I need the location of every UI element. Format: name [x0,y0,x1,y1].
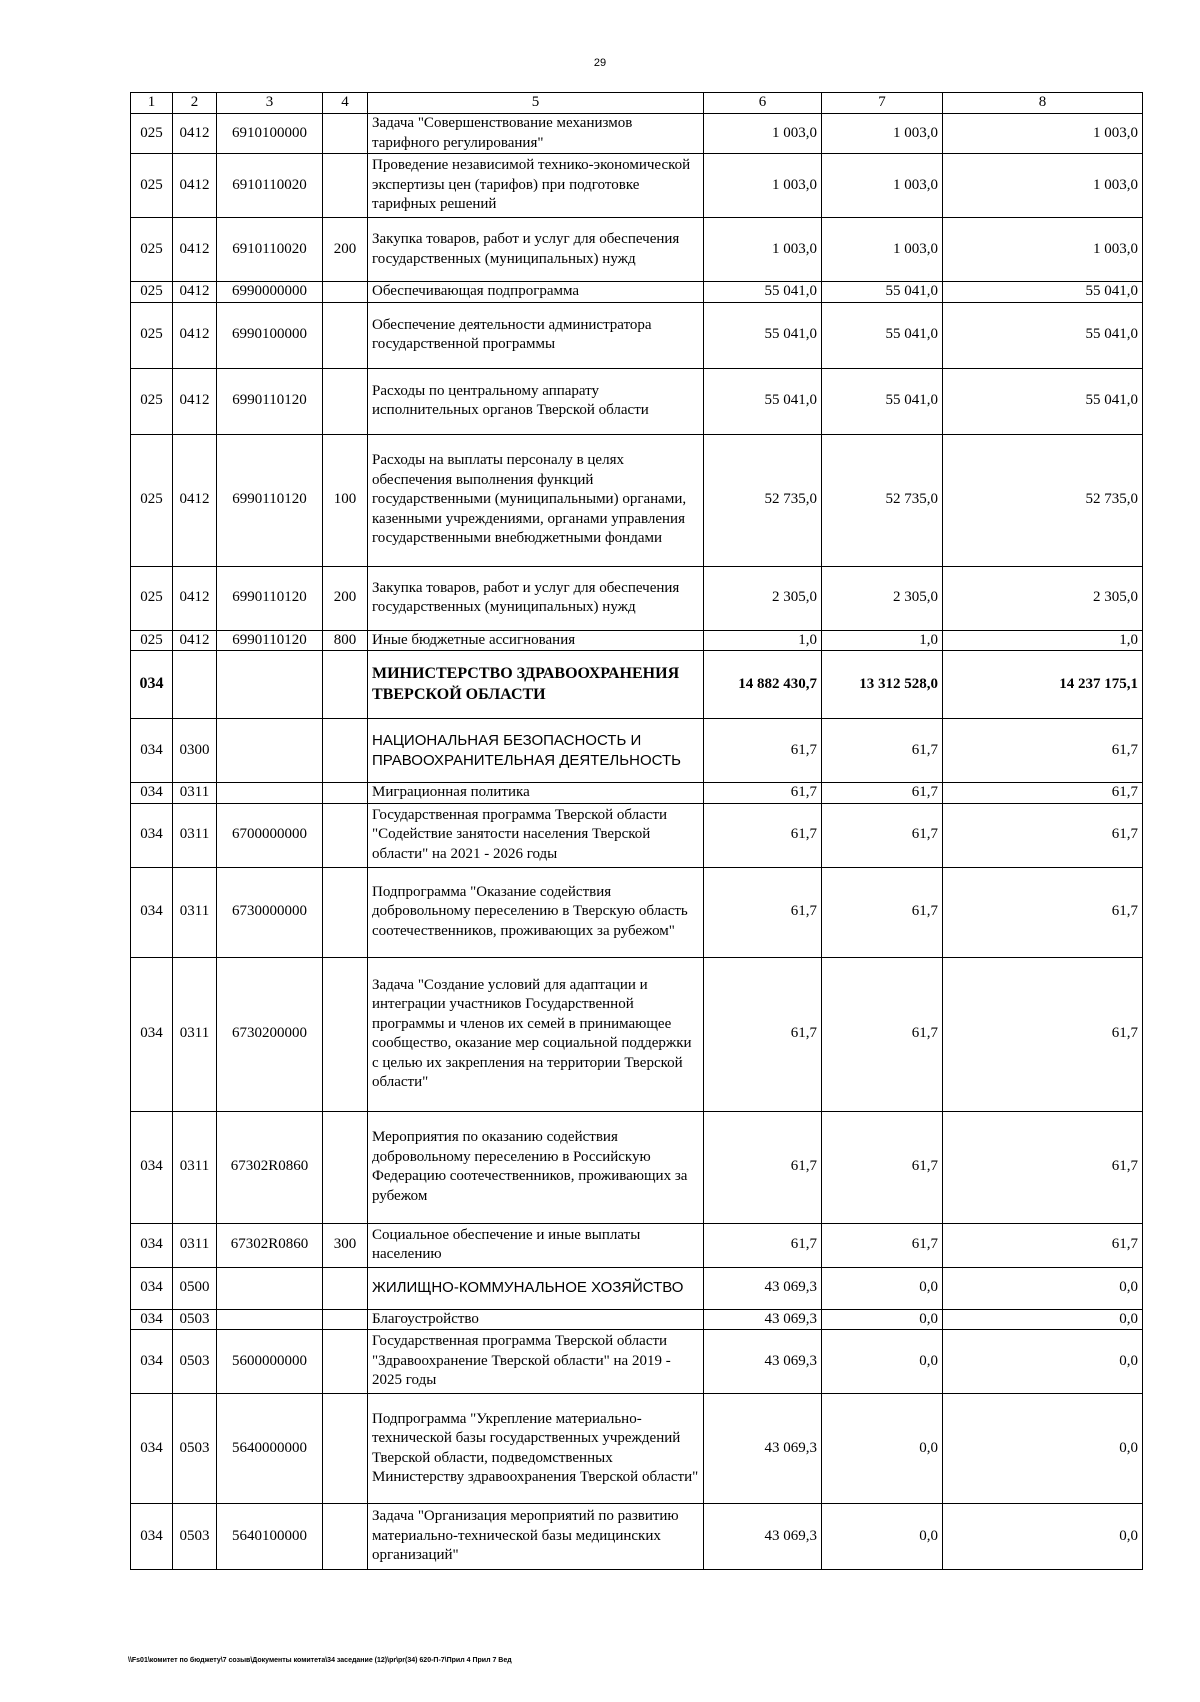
amount-year-2-cell: 1 003,0 [822,218,943,282]
expense-type-cell: 200 [323,566,368,630]
amount-year-1-cell: 61,7 [704,867,822,957]
admin-code-cell: 034 [131,719,173,783]
admin-code-cell: 025 [131,114,173,154]
amount-year-2-cell: 0,0 [822,1504,943,1570]
section-code-cell: 0300 [173,719,217,783]
target-article-cell: 6910110020 [217,218,323,282]
description-cell: Задача "Организация мероприятий по развитию материально-технической базы медицинских организаций" [368,1504,704,1570]
target-article-cell: 5600000000 [217,1330,323,1394]
table-row [131,566,1143,630]
admin-code-cell: 034 [131,957,173,1111]
table-row [131,302,1143,368]
description-cell: Подпрограмма "Укрепление материально-технической базы государственных учреждений Тверской области, подведомственных Министерству здравоохранения Тверской области" [368,1394,704,1504]
section-code-cell: 0503 [173,1394,217,1504]
admin-code-cell: 034 [131,1309,173,1330]
table-row [131,1394,1143,1504]
admin-code-cell: 034 [131,651,173,719]
section-code-cell: 0503 [173,1504,217,1570]
expense-type-cell [323,1111,368,1223]
admin-code-cell: 025 [131,368,173,434]
file-path-footer: \\Fs01\комитет по бюджету\7 созыв\Документы комитета\34 заседание (12)\pr\pr(34) 620-П-7\Прил 4 Прил 7 Вед [128,1657,512,1664]
header-cell-1: 1 [131,93,173,114]
amount-year-3-cell: 1,0 [943,630,1143,651]
table-row [131,114,1143,154]
admin-code-cell: 034 [131,1267,173,1309]
description-cell: Задача "Создание условий для адаптации и интеграции участников Государственной программы и членов их семей в принимающее сообщество, оказание мер социальной поддержки с целью их закрепления на территории Тверской области" [368,957,704,1111]
expense-type-cell [323,1309,368,1330]
description-cell: Обеспечивающая подпрограмма [368,282,704,303]
section-code-cell: 0412 [173,154,217,218]
expense-type-cell [323,1394,368,1504]
target-article-cell [217,1309,323,1330]
amount-year-1-cell: 43 069,3 [704,1330,822,1394]
amount-year-1-cell: 61,7 [704,1111,822,1223]
section-code-cell: 0311 [173,957,217,1111]
amount-year-3-cell: 61,7 [943,957,1143,1111]
target-article-cell: 6700000000 [217,803,323,867]
amount-year-3-cell: 0,0 [943,1267,1143,1309]
admin-code-cell: 034 [131,783,173,804]
amount-year-3-cell: 55 041,0 [943,302,1143,368]
section-code-cell: 0503 [173,1330,217,1394]
table-row [131,783,1143,804]
header-cell-4: 4 [323,93,368,114]
amount-year-3-cell: 14 237 175,1 [943,651,1143,719]
expense-type-cell [323,1267,368,1309]
description-cell: Миграционная политика [368,783,704,804]
amount-year-3-cell: 52 735,0 [943,434,1143,566]
admin-code-cell: 034 [131,1394,173,1504]
admin-code-cell: 034 [131,1330,173,1394]
page-number: 29 [593,57,607,69]
admin-code-cell: 034 [131,803,173,867]
admin-code-cell: 034 [131,1223,173,1267]
target-article-cell [217,719,323,783]
expense-type-cell [323,867,368,957]
table-row [131,630,1143,651]
amount-year-2-cell: 0,0 [822,1309,943,1330]
admin-code-cell: 025 [131,282,173,303]
section-code-cell: 0311 [173,1111,217,1223]
table-row [131,803,1143,867]
header-cell-8: 8 [943,93,1143,114]
amount-year-2-cell: 55 041,0 [822,302,943,368]
amount-year-2-cell: 61,7 [822,1111,943,1223]
target-article-cell: 5640000000 [217,1394,323,1504]
section-code-cell: 0412 [173,566,217,630]
amount-year-3-cell: 61,7 [943,867,1143,957]
table-row [131,368,1143,434]
table-header-row [131,93,1143,114]
header-cell-2: 2 [173,93,217,114]
amount-year-1-cell: 61,7 [704,783,822,804]
expense-type-cell [323,282,368,303]
section-code-cell: 0412 [173,630,217,651]
table-row [131,1267,1143,1309]
amount-year-2-cell: 2 305,0 [822,566,943,630]
header-cell-6: 6 [704,93,822,114]
expense-type-cell [323,719,368,783]
amount-year-2-cell: 1 003,0 [822,114,943,154]
amount-year-1-cell: 14 882 430,7 [704,651,822,719]
amount-year-1-cell: 55 041,0 [704,282,822,303]
target-article-cell: 6990110120 [217,630,323,651]
amount-year-1-cell: 61,7 [704,1223,822,1267]
header-cell-5: 5 [368,93,704,114]
section-code-cell: 0412 [173,114,217,154]
amount-year-1-cell: 1 003,0 [704,114,822,154]
description-cell: Государственная программа Тверской области "Здравоохранение Тверской области" на 2019 - 2025 годы [368,1330,704,1394]
table-row [131,154,1143,218]
amount-year-2-cell: 55 041,0 [822,368,943,434]
expense-type-cell [323,1504,368,1570]
target-article-cell: 67302R0860 [217,1111,323,1223]
section-code-cell: 0311 [173,783,217,804]
amount-year-3-cell: 0,0 [943,1504,1143,1570]
amount-year-3-cell: 61,7 [943,1223,1143,1267]
section-code-cell: 0412 [173,368,217,434]
amount-year-1-cell: 2 305,0 [704,566,822,630]
section-code-cell: 0311 [173,803,217,867]
amount-year-2-cell: 1,0 [822,630,943,651]
target-article-cell [217,783,323,804]
admin-code-cell: 034 [131,867,173,957]
table-row [131,218,1143,282]
table-row [131,957,1143,1111]
section-code-cell [173,651,217,719]
table-row [131,1111,1143,1223]
description-cell: Проведение независимой технико-экономической экспертизы цен (тарифов) при подготовке тарифных решений [368,154,704,218]
expense-type-cell [323,651,368,719]
expense-type-cell [323,1330,368,1394]
amount-year-2-cell: 13 312 528,0 [822,651,943,719]
amount-year-3-cell: 55 041,0 [943,282,1143,303]
expense-type-cell [323,368,368,434]
description-cell: НАЦИОНАЛЬНАЯ БЕЗОПАСНОСТЬ И ПРАВООХРАНИТЕЛЬНАЯ ДЕЯТЕЛЬНОСТЬ [368,719,704,783]
expense-type-cell [323,783,368,804]
amount-year-3-cell: 1 003,0 [943,154,1143,218]
admin-code-cell: 034 [131,1504,173,1570]
expense-type-cell [323,803,368,867]
amount-year-3-cell: 61,7 [943,783,1143,804]
amount-year-2-cell: 55 041,0 [822,282,943,303]
description-cell: Подпрограмма "Оказание содействия добровольному переселению в Тверскую область соотечественников, проживающих за рубежом" [368,867,704,957]
target-article-cell: 67302R0860 [217,1223,323,1267]
expense-type-cell [323,154,368,218]
description-cell: Закупка товаров, работ и услуг для обеспечения государственных (муниципальных) нужд [368,218,704,282]
section-code-cell: 0311 [173,867,217,957]
amount-year-2-cell: 1 003,0 [822,154,943,218]
table-row [131,1330,1143,1394]
description-cell: Мероприятия по оказанию содействия добровольному переселению в Российскую Федерацию соотечественников, проживающих за рубежом [368,1111,704,1223]
amount-year-1-cell: 1 003,0 [704,218,822,282]
amount-year-3-cell: 61,7 [943,803,1143,867]
amount-year-2-cell: 61,7 [822,803,943,867]
amount-year-1-cell: 55 041,0 [704,368,822,434]
section-code-cell: 0412 [173,282,217,303]
table-row [131,1309,1143,1330]
section-code-cell: 0412 [173,434,217,566]
expense-type-cell [323,114,368,154]
amount-year-1-cell: 1 003,0 [704,154,822,218]
target-article-cell: 6990100000 [217,302,323,368]
description-cell: Иные бюджетные ассигнования [368,630,704,651]
expense-type-cell [323,302,368,368]
amount-year-1-cell: 43 069,3 [704,1394,822,1504]
target-article-cell: 6910100000 [217,114,323,154]
table-row [131,1223,1143,1267]
target-article-cell: 6990110120 [217,368,323,434]
amount-year-2-cell: 61,7 [822,1223,943,1267]
section-code-cell: 0500 [173,1267,217,1309]
amount-year-1-cell: 52 735,0 [704,434,822,566]
amount-year-1-cell: 55 041,0 [704,302,822,368]
amount-year-2-cell: 0,0 [822,1267,943,1309]
amount-year-2-cell: 61,7 [822,783,943,804]
section-code-cell: 0503 [173,1309,217,1330]
amount-year-1-cell: 61,7 [704,719,822,783]
table-row [131,867,1143,957]
amount-year-3-cell: 61,7 [943,719,1143,783]
target-article-cell: 6730000000 [217,867,323,957]
expense-type-cell: 100 [323,434,368,566]
budget-table [130,92,1143,1570]
admin-code-cell: 025 [131,302,173,368]
amount-year-1-cell: 1,0 [704,630,822,651]
amount-year-1-cell: 43 069,3 [704,1267,822,1309]
target-article-cell: 6990110120 [217,566,323,630]
amount-year-2-cell: 61,7 [822,719,943,783]
amount-year-3-cell: 1 003,0 [943,218,1143,282]
description-cell: Государственная программа Тверской области "Содействие занятости населения Тверской области" на 2021 - 2026 годы [368,803,704,867]
description-cell: Задача "Совершенствование механизмов тарифного регулирования" [368,114,704,154]
amount-year-2-cell: 52 735,0 [822,434,943,566]
header-cell-7: 7 [822,93,943,114]
expense-type-cell [323,957,368,1111]
amount-year-2-cell: 61,7 [822,957,943,1111]
amount-year-2-cell: 61,7 [822,867,943,957]
table-row [131,1504,1143,1570]
table-row [131,719,1143,783]
table-row [131,434,1143,566]
amount-year-1-cell: 61,7 [704,957,822,1111]
admin-code-cell: 025 [131,630,173,651]
admin-code-cell: 025 [131,154,173,218]
section-code-cell: 0412 [173,302,217,368]
table-row-ministry [131,651,1143,719]
expense-type-cell: 800 [323,630,368,651]
description-cell: Расходы по центральному аппарату исполнительных органов Тверской области [368,368,704,434]
amount-year-3-cell: 0,0 [943,1394,1143,1504]
description-cell: ЖИЛИЩНО-КОММУНАЛЬНОЕ ХОЗЯЙСТВО [368,1267,704,1309]
target-article-cell: 5640100000 [217,1504,323,1570]
description-cell: Обеспечение деятельности администратора государственной программы [368,302,704,368]
amount-year-3-cell: 55 041,0 [943,368,1143,434]
amount-year-3-cell: 61,7 [943,1111,1143,1223]
admin-code-cell: 025 [131,218,173,282]
description-cell: Расходы на выплаты персоналу в целях обеспечения выполнения функций государственными (муниципальными) органами, казенными учреждениями, органами управления государственными внебюджетными фондами [368,434,704,566]
section-code-cell: 0311 [173,1223,217,1267]
amount-year-1-cell: 43 069,3 [704,1309,822,1330]
table-row [131,282,1143,303]
expense-type-cell: 300 [323,1223,368,1267]
header-cell-3: 3 [217,93,323,114]
target-article-cell: 6990000000 [217,282,323,303]
target-article-cell [217,1267,323,1309]
amount-year-1-cell: 43 069,3 [704,1504,822,1570]
expense-type-cell: 200 [323,218,368,282]
amount-year-2-cell: 0,0 [822,1394,943,1504]
amount-year-3-cell: 0,0 [943,1309,1143,1330]
target-article-cell [217,651,323,719]
description-cell: Благоустройство [368,1309,704,1330]
admin-code-cell: 025 [131,566,173,630]
amount-year-1-cell: 61,7 [704,803,822,867]
admin-code-cell: 034 [131,1111,173,1223]
description-cell: Закупка товаров, работ и услуг для обеспечения государственных (муниципальных) нужд [368,566,704,630]
amount-year-3-cell: 1 003,0 [943,114,1143,154]
amount-year-2-cell: 0,0 [822,1330,943,1394]
amount-year-3-cell: 0,0 [943,1330,1143,1394]
section-code-cell: 0412 [173,218,217,282]
amount-year-3-cell: 2 305,0 [943,566,1143,630]
description-cell: МИНИСТЕРСТВО ЗДРАВООХРАНЕНИЯ ТВЕРСКОЙ ОБЛАСТИ [368,651,704,719]
target-article-cell: 6730200000 [217,957,323,1111]
target-article-cell: 6990110120 [217,434,323,566]
description-cell: Социальное обеспечение и иные выплаты населению [368,1223,704,1267]
admin-code-cell: 025 [131,434,173,566]
target-article-cell: 6910110020 [217,154,323,218]
